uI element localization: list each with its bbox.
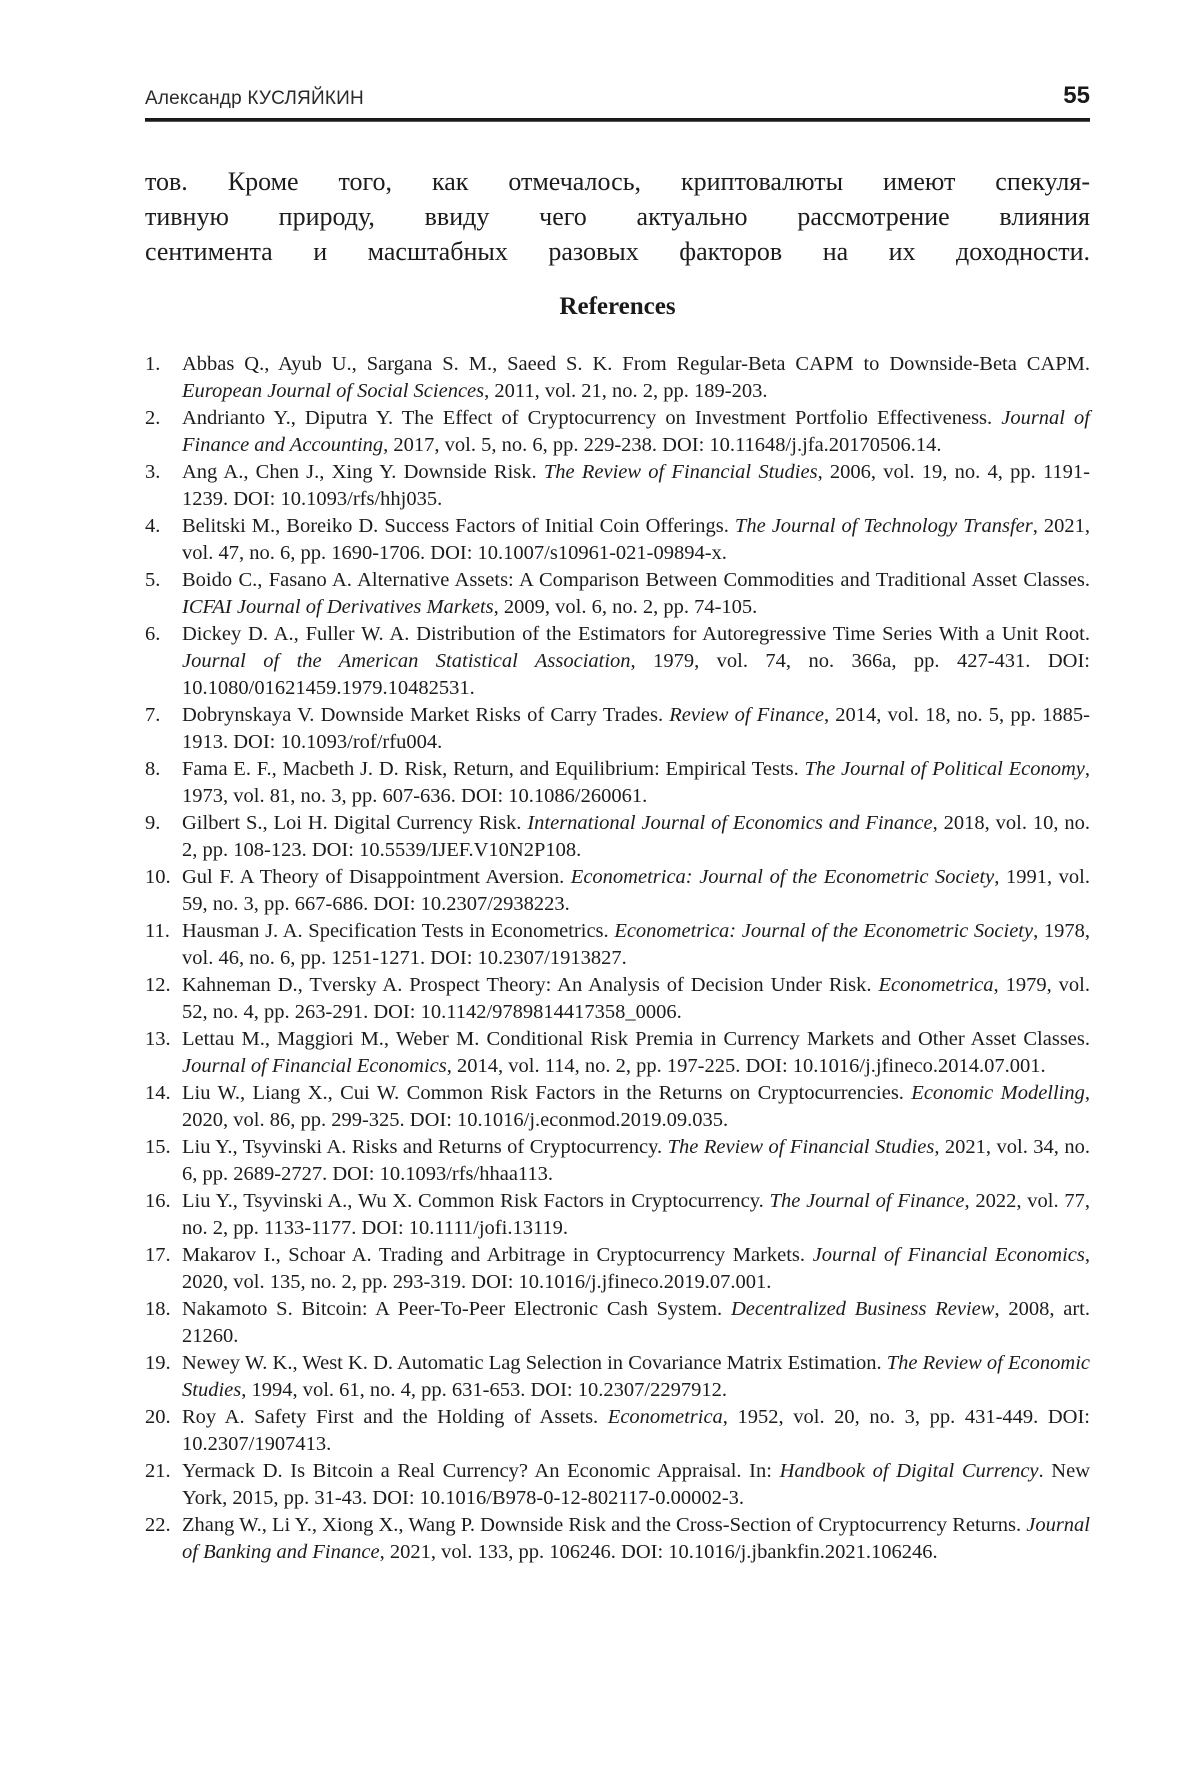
reference-text-segment: Kahneman D., Tversky A. Prospect Theory: An Analysis of Decision Under Risk. bbox=[182, 974, 879, 996]
reference-text-segment: , 1994, vol. 61, no. 4, pp. 631-653. DOI: 10.2307/2297912. bbox=[241, 1379, 727, 1401]
reference-number: 4. bbox=[145, 515, 161, 537]
reference-text bbox=[182, 1350, 1090, 1404]
intro-paragraph bbox=[145, 164, 1090, 269]
reference-text-segment: , 2017, vol. 5, no. 6, pp. 229-238. DOI: 10.11648/j.jfa.20170506.14. bbox=[383, 434, 942, 456]
reference-text-segment: Nakamoto S. Bitcoin: A Peer-To-Peer Electronic Cash System. bbox=[182, 1298, 731, 1320]
reference-number: 8. bbox=[145, 758, 161, 780]
reference-journal-name: The Review of Financial Studies bbox=[543, 461, 818, 483]
reference-text bbox=[182, 459, 1090, 513]
reference-text bbox=[182, 1512, 1090, 1566]
reference-journal-name: Econometrica: Journal of the Econometric Society bbox=[614, 920, 1034, 942]
reference-number: 20. bbox=[145, 1406, 171, 1428]
reference-text-segment: , 1952, vol. 20, no. 3, pp. 431-449. DOI: 10.2307/1907413. bbox=[182, 1406, 1091, 1455]
reference-text bbox=[182, 621, 1090, 702]
reference-text bbox=[182, 1242, 1090, 1296]
reference-text bbox=[182, 756, 1090, 810]
reference-number: 12. bbox=[145, 974, 171, 996]
reference-number: 13. bbox=[145, 1028, 171, 1050]
reference-text-segment: , 1979, vol. 74, no. 366a, pp. 427-431. DOI: 10.1080/01621459.1979.10482531. bbox=[182, 650, 1090, 699]
reference-journal-name: The Review of Financial Studies bbox=[667, 1136, 935, 1158]
reference-number: 6. bbox=[145, 623, 161, 645]
intro-line: сентимента и масштабных разовых факторов на их доходности. bbox=[145, 237, 1090, 266]
reference-item bbox=[145, 1188, 1090, 1242]
reference-text bbox=[182, 864, 1090, 918]
reference-item bbox=[145, 1242, 1090, 1296]
reference-text-segment: Ang A., Chen J., Xing Y. Downside Risk. bbox=[182, 461, 544, 483]
reference-text bbox=[182, 918, 1090, 972]
reference-journal-name: Handbook of Digital Currency bbox=[779, 1460, 1039, 1482]
page-number: 55 bbox=[1063, 82, 1090, 109]
reference-number: 10. bbox=[145, 866, 171, 888]
reference-number: 18. bbox=[145, 1298, 171, 1320]
reference-text-segment: Abbas Q., Ayub U., Sargana S. M., Saeed S. K. From Regular-Beta CAPM to Downside-Beta CAPM. bbox=[182, 353, 1090, 375]
reference-text-segment: Liu W., Liang X., Cui W. Common Risk Factors in the Returns on Cryptocurrencies. bbox=[182, 1082, 912, 1104]
reference-number: 2. bbox=[145, 407, 161, 429]
reference-text bbox=[182, 972, 1090, 1026]
reference-text bbox=[182, 351, 1090, 405]
reference-text-segment: Newey W. K., West K. D. Automatic Lag Selection in Covariance Matrix Estimation. bbox=[182, 1352, 887, 1374]
reference-text-segment: Belitski M., Boreiko D. Success Factors of Initial Coin Offerings. bbox=[182, 515, 735, 537]
reference-text-segment: Lettau M., Maggiori M., Weber M. Conditional Risk Premia in Currency Markets and Other Asset Classes. bbox=[182, 1028, 1090, 1050]
reference-journal-name: Econometrica: Journal of the Econometric Society bbox=[570, 866, 995, 888]
reference-number: 19. bbox=[145, 1352, 171, 1374]
reference-journal-name: European Journal of Social Sciences bbox=[182, 380, 485, 402]
reference-journal-name: Journal of Finance and Accounting bbox=[182, 407, 1090, 456]
reference-item bbox=[145, 1080, 1090, 1134]
reference-text-segment: Fama E. F., Macbeth J. D. Risk, Return, and Equilibrium: Empirical Tests. bbox=[182, 758, 805, 780]
intro-line: тов. Кроме того, как отмечалось, криптовалюты имеют спекуля- bbox=[145, 167, 1090, 196]
reference-text bbox=[182, 810, 1090, 864]
reference-text-segment: , 2021, vol. 34, no. 6, pp. 2689-2727. DOI: 10.1093/rfs/hhaa113. bbox=[182, 1136, 1090, 1185]
reference-journal-name: Decentralized Business Review bbox=[730, 1298, 995, 1320]
reference-item bbox=[145, 1458, 1090, 1512]
reference-text-segment: , 2009, vol. 6, no. 2, pp. 74-105. bbox=[493, 596, 758, 618]
reference-text-segment: Dickey D. A., Fuller W. A. Distribution of the Estimators for Autoregressive Time Series With a Unit Root. bbox=[182, 623, 1090, 645]
reference-text-segment: , 2021, vol. 133, pp. 106246. DOI: 10.1016/j.jbankfin.2021.106246. bbox=[379, 1541, 938, 1563]
reference-text bbox=[182, 1080, 1090, 1134]
reference-text bbox=[182, 702, 1090, 756]
references-list bbox=[145, 351, 1090, 1566]
reference-text-segment: Boido C., Fasano A. Alternative Assets: A Comparison Between Commodities and Traditional Asset Classes. bbox=[182, 569, 1090, 591]
reference-journal-name: The Journal of Political Economy bbox=[804, 758, 1085, 780]
reference-number: 5. bbox=[145, 569, 161, 591]
reference-number: 16. bbox=[145, 1190, 171, 1212]
reference-number: 11. bbox=[145, 920, 170, 942]
reference-number: 22. bbox=[145, 1514, 171, 1536]
reference-item bbox=[145, 351, 1090, 405]
reference-text-segment: Hausman J. A. Specification Tests in Econometrics. bbox=[182, 920, 615, 942]
reference-journal-name: The Journal of Technology Transfer bbox=[734, 515, 1033, 537]
reference-text-segment: Liu Y., Tsyvinski A., Wu X. Common Risk Factors in Cryptocurrency. bbox=[182, 1190, 770, 1212]
reference-journal-name: Review of Finance bbox=[669, 704, 824, 726]
reference-item bbox=[145, 1026, 1090, 1080]
reference-text-segment: Andrianto Y., Diputra Y. The Effect of Cryptocurrency on Investment Portfolio Effectiveness. bbox=[182, 407, 1002, 429]
reference-item bbox=[145, 972, 1090, 1026]
reference-item bbox=[145, 1512, 1090, 1566]
reference-item bbox=[145, 621, 1090, 702]
reference-journal-name: Econometrica bbox=[607, 1406, 723, 1428]
reference-journal-name: Economic Modelling bbox=[911, 1082, 1085, 1104]
reference-text-segment: Zhang W., Li Y., Xiong X., Wang P. Downside Risk and the Cross-Section of Cryptocurrency Returns. bbox=[182, 1514, 1027, 1536]
reference-journal-name: Journal of Banking and Finance bbox=[182, 1514, 1090, 1563]
reference-text-segment: , 1991, vol. 59, no. 3, pp. 667-686. DOI: 10.2307/2938223. bbox=[182, 866, 1090, 915]
reference-text-segment: , 1973, vol. 81, no. 3, pp. 607-636. DOI: 10.1086/260061. bbox=[182, 758, 1091, 807]
reference-text-segment: , 1979, vol. 52, no. 4, pp. 263-291. DOI: 10.1142/9789814417358_0006. bbox=[182, 974, 1090, 1023]
reference-number: 15. bbox=[145, 1136, 171, 1158]
reference-text bbox=[182, 1026, 1090, 1080]
reference-text-segment: Yermack D. Is Bitcoin a Real Currency? An Economic Appraisal. In: bbox=[182, 1460, 780, 1482]
reference-journal-name: The Journal of Finance bbox=[769, 1190, 965, 1212]
reference-item bbox=[145, 810, 1090, 864]
reference-item bbox=[145, 918, 1090, 972]
reference-text-segment: , 2020, vol. 86, pp. 299-325. DOI: 10.1016/j.econmod.2019.09.035. bbox=[182, 1082, 1091, 1131]
reference-journal-name: The Review of Economic Studies bbox=[182, 1352, 1090, 1401]
reference-item bbox=[145, 702, 1090, 756]
reference-text bbox=[182, 1296, 1090, 1350]
reference-number: 9. bbox=[145, 812, 161, 834]
reference-journal-name: Journal of Financial Economics bbox=[812, 1244, 1085, 1266]
reference-text-segment: , 2014, vol. 18, no. 5, pp. 1885-1913. DOI: 10.1093/rof/rfu004. bbox=[182, 704, 1090, 753]
reference-journal-name: Journal of Financial Economics bbox=[182, 1055, 447, 1077]
reference-text-segment: , 2008, art. 21260. bbox=[182, 1298, 1090, 1347]
reference-text bbox=[182, 1458, 1090, 1512]
reference-text-segment: Gul F. A Theory of Disappointment Aversion. bbox=[182, 866, 571, 888]
reference-item bbox=[145, 1296, 1090, 1350]
reference-text-segment: Liu Y., Tsyvinski A. Risks and Returns of Cryptocurrency. bbox=[182, 1136, 668, 1158]
reference-text bbox=[182, 567, 1090, 621]
reference-item bbox=[145, 513, 1090, 567]
reference-text-segment: Dobrynskaya V. Downside Market Risks of Carry Trades. bbox=[182, 704, 670, 726]
reference-text-segment: , 2018, vol. 10, no. 2, pp. 108-123. DOI: 10.5539/IJEF.V10N2P108. bbox=[182, 812, 1090, 861]
reference-text-segment: , 2014, vol. 114, no. 2, pp. 197-225. DOI: 10.1016/j.jfineco.2014.07.001. bbox=[446, 1055, 1046, 1077]
reference-item bbox=[145, 1404, 1090, 1458]
reference-text-segment: , 2020, vol. 135, no. 2, pp. 293-319. DOI: 10.1016/j.jfineco.2019.07.001. bbox=[182, 1244, 1090, 1293]
author-name: Александр КУСЛЯЙКИН bbox=[145, 88, 364, 109]
reference-journal-name: Journal of the American Statistical Association bbox=[182, 650, 631, 672]
reference-text-segment: , 2006, vol. 19, no. 4, pp. 1191-1239. DOI: 10.1093/rfs/hhj035. bbox=[182, 461, 1091, 510]
reference-text-segment: Makarov I., Schoar A. Trading and Arbitrage in Cryptocurrency Markets. bbox=[182, 1244, 813, 1266]
reference-text-segment: , 2021, vol. 47, no. 6, pp. 1690-1706. DOI: 10.1007/s10961-021-09894-x. bbox=[182, 515, 1091, 564]
reference-number: 3. bbox=[145, 461, 161, 483]
reference-text-segment: , 2011, vol. 21, no. 2, pp. 189-203. bbox=[484, 380, 768, 402]
reference-number: 21. bbox=[145, 1460, 171, 1482]
header-rule bbox=[145, 118, 1090, 122]
reference-number: 1. bbox=[145, 353, 161, 375]
reference-journal-name: ICFAI Journal of Derivatives Markets bbox=[182, 596, 494, 618]
reference-journal-name: International Journal of Economics and Finance bbox=[527, 812, 933, 834]
reference-item bbox=[145, 1134, 1090, 1188]
reference-item bbox=[145, 567, 1090, 621]
references-heading: References bbox=[559, 293, 676, 320]
page-header bbox=[145, 82, 1090, 118]
reference-text-segment: , 1978, vol. 46, no. 6, pp. 1251-1271. DOI: 10.2307/1913827. bbox=[182, 920, 1090, 969]
reference-text-segment: Roy A. Safety First and the Holding of Assets. bbox=[182, 1406, 608, 1428]
reference-number: 17. bbox=[145, 1244, 171, 1266]
reference-item bbox=[145, 459, 1090, 513]
reference-item bbox=[145, 1350, 1090, 1404]
reference-text bbox=[182, 405, 1090, 459]
reference-text-segment: , 2022, vol. 77, no. 2, pp. 1133-1177. DOI: 10.1111/jofi.13119. bbox=[182, 1190, 1091, 1239]
reference-item bbox=[145, 864, 1090, 918]
reference-text bbox=[182, 1134, 1090, 1188]
reference-text-segment: . New York, 2015, pp. 31-43. DOI: 10.1016/B978-0-12-802117-0.00002-3. bbox=[182, 1460, 1091, 1509]
intro-line: тивную природу, ввиду чего актуально рассмотрение влияния bbox=[145, 202, 1090, 231]
reference-number: 14. bbox=[145, 1082, 171, 1104]
reference-journal-name: Econometrica bbox=[878, 974, 994, 996]
reference-text bbox=[182, 1188, 1090, 1242]
reference-text bbox=[182, 1404, 1090, 1458]
reference-text bbox=[182, 513, 1090, 567]
reference-item bbox=[145, 405, 1090, 459]
reference-item bbox=[145, 756, 1090, 810]
reference-number: 7. bbox=[145, 704, 161, 726]
reference-text-segment: Gilbert S., Loi H. Digital Currency Risk. bbox=[182, 812, 528, 834]
